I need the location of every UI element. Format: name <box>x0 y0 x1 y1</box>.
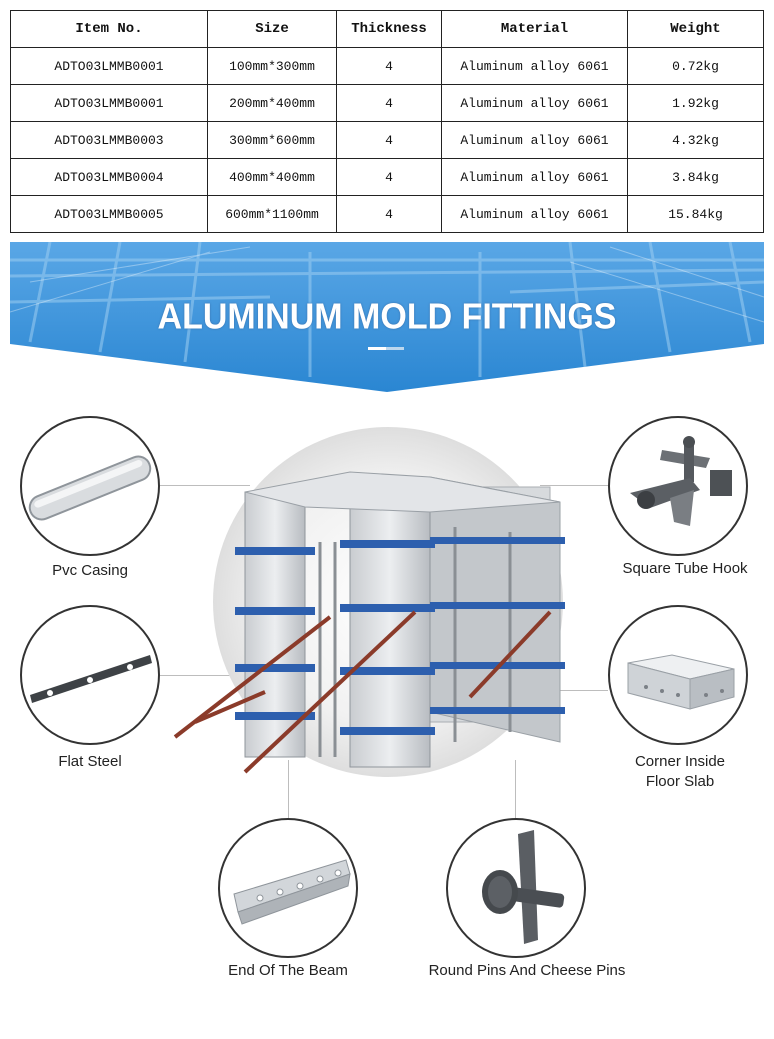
cell-item-no: ADTO03LMMB0001 <box>11 48 208 85</box>
cell-material: Aluminum alloy 6061 <box>442 196 628 233</box>
cell-size: 400mm*400mm <box>208 159 337 196</box>
spec-table <box>10 10 764 233</box>
cell-material: Aluminum alloy 6061 <box>442 122 628 159</box>
flat-steel-image <box>20 605 160 745</box>
cell-size: 600mm*1100mm <box>208 196 337 233</box>
flat-steel-icon <box>22 607 158 743</box>
cell-material: Aluminum alloy 6061 <box>442 85 628 122</box>
table-row <box>11 122 764 159</box>
corner-inside-floor-slab-image <box>608 605 748 745</box>
round-pins-label: Round Pins And Cheese Pins <box>428 962 626 979</box>
cell-size: 200mm*400mm <box>208 85 337 122</box>
table-row <box>11 159 764 196</box>
cell-weight: 15.84kg <box>628 196 764 233</box>
header-size: Size <box>208 11 337 48</box>
round-pins-icon <box>448 820 584 956</box>
cell-thickness: 4 <box>337 48 442 85</box>
header-weight: Weight <box>628 11 764 48</box>
pvc-casing-icon <box>22 418 158 554</box>
square-tube-hook-image <box>608 416 748 556</box>
title-underline-light <box>386 347 404 350</box>
square-tube-hook-label: Square Tube Hook <box>622 560 748 577</box>
cell-item-no: ADTO03LMMB0003 <box>11 122 208 159</box>
flat-steel-label: Flat Steel <box>58 753 122 770</box>
header-material: Material <box>442 11 628 48</box>
title-underline-white <box>368 347 386 350</box>
corner-inside-label-line1: Corner Inside <box>634 753 726 770</box>
cell-thickness: 4 <box>337 122 442 159</box>
cell-size: 100mm*300mm <box>208 48 337 85</box>
cell-weight: 0.72kg <box>628 48 764 85</box>
cell-weight: 4.32kg <box>628 122 764 159</box>
banner-title: ALUMINUM MOLD FITTINGS <box>157 297 617 337</box>
cell-weight: 1.92kg <box>628 85 764 122</box>
corner-inside-label-line2: Floor Slab <box>645 773 715 790</box>
table-row <box>11 196 764 233</box>
corner-inside-floor-slab-icon <box>610 607 746 743</box>
end-of-the-beam-icon <box>220 820 356 956</box>
table-header-row <box>11 11 764 48</box>
aluminum-formwork-image <box>170 412 590 792</box>
pvc-casing-image <box>20 416 160 556</box>
pvc-casing-label: Pvc Casing <box>52 562 128 579</box>
header-thickness: Thickness <box>337 11 442 48</box>
end-of-the-beam-label: End Of The Beam <box>228 962 348 979</box>
table-row <box>11 85 764 122</box>
cell-item-no: ADTO03LMMB0005 <box>11 196 208 233</box>
cell-item-no: ADTO03LMMB0001 <box>11 85 208 122</box>
square-tube-hook-icon <box>610 418 746 554</box>
header-item-no: Item No. <box>11 11 208 48</box>
cell-weight: 3.84kg <box>628 159 764 196</box>
end-of-the-beam-image <box>218 818 358 958</box>
cell-size: 300mm*600mm <box>208 122 337 159</box>
cell-thickness: 4 <box>337 196 442 233</box>
cell-thickness: 4 <box>337 85 442 122</box>
table-row <box>11 48 764 85</box>
cell-material: Aluminum alloy 6061 <box>442 159 628 196</box>
cell-material: Aluminum alloy 6061 <box>442 48 628 85</box>
round-pins-image <box>446 818 586 958</box>
cell-item-no: ADTO03LMMB0004 <box>11 159 208 196</box>
corner-inside-floor-slab-label <box>600 752 760 792</box>
cell-thickness: 4 <box>337 159 442 196</box>
